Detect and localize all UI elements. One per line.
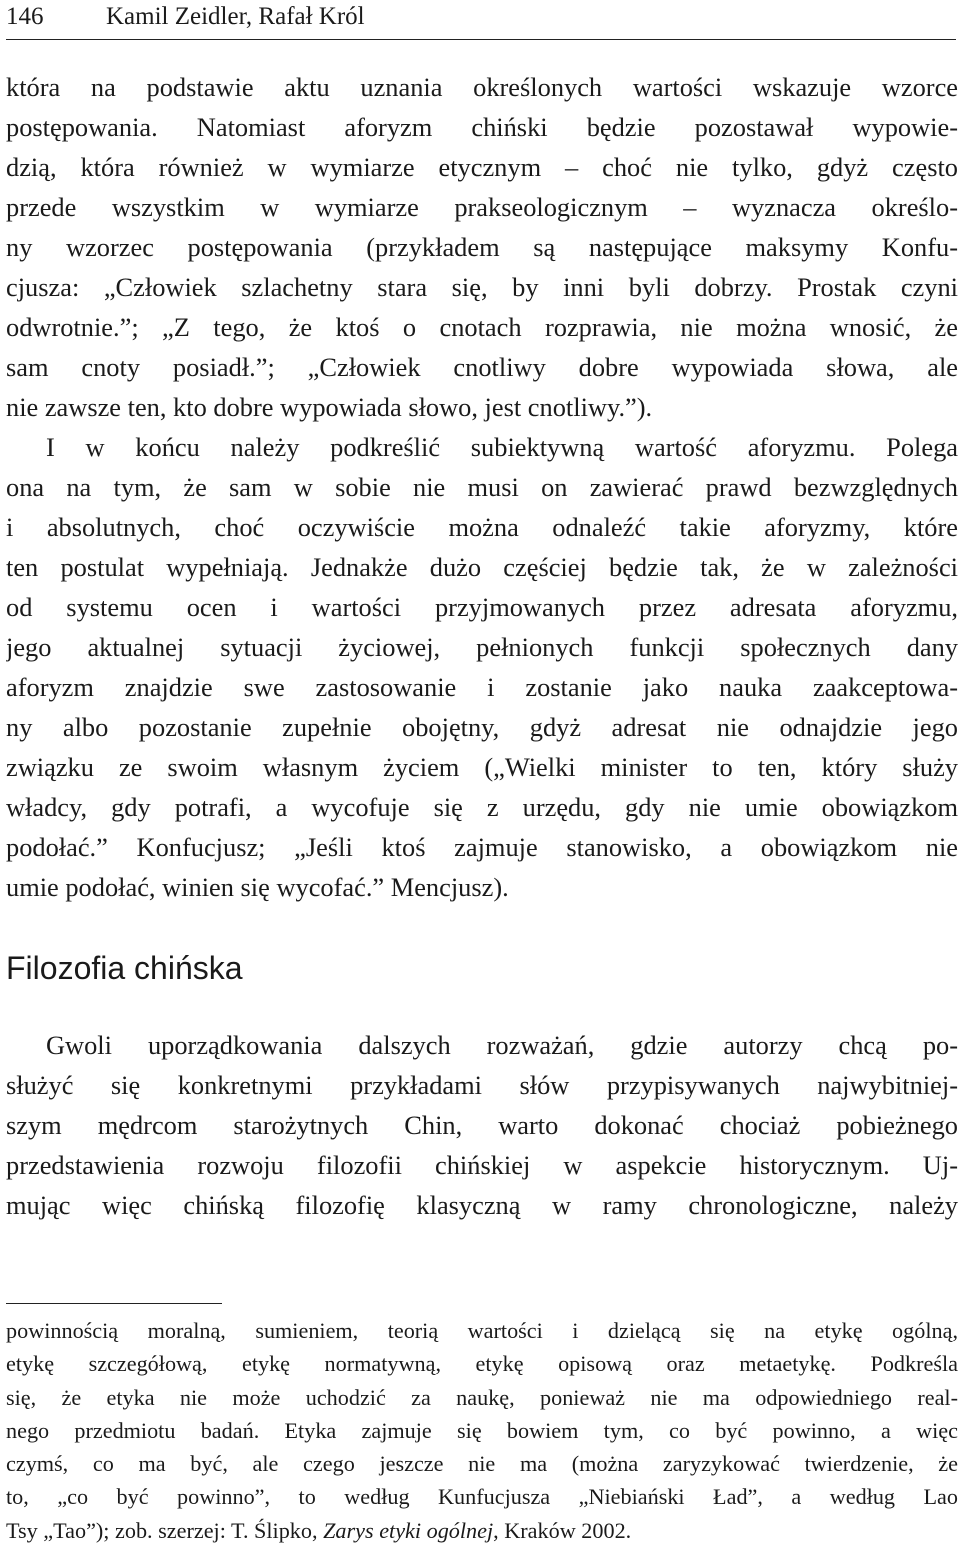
text-line: dzią, która również w wymiarze etycznym – choć nie tylko, gdyż często	[6, 152, 958, 182]
section-heading: Filozofia chińska	[6, 950, 243, 986]
text-line: cjusza: „Człowiek szlachetny stara się, by inni byli dobrzy. Prostak czyni	[6, 272, 958, 302]
text-line: mując więc chińską filozofię klasyczną w ramy chronologiczne, należy	[6, 1190, 958, 1220]
text-line: nie zawsze ten, kto dobre wypowiada słowo, jest cnotliwy.”).	[6, 392, 653, 422]
footnote	[6, 1314, 958, 1547]
paragraph-2	[6, 427, 958, 907]
text-line: władcy, gdy potrafi, a wycofuje się z urzędu, gdy nie umie obowiązkom	[6, 792, 958, 822]
footnote-line: nego przedmiotu badań. Etyka zajmuje się bowiem tym, co być powinno, a więc	[6, 1417, 958, 1443]
text-line: ny albo pozostanie zupełnie obojętny, gdyż adresat nie odnajdzie jego	[6, 712, 958, 742]
footnote-text: , Kraków 2002.	[493, 1517, 632, 1543]
text-line: szym mędrcom starożytnych Chin, warto dokonać chociaż pobieżnego	[6, 1110, 958, 1140]
text-line: postępowania. Natomiast aforyzm chiński będzie pozostawał wypowie-	[6, 112, 958, 142]
text-line: aforyzm znajdzie swe zastosowanie i zostanie jako nauka zaakceptowa-	[6, 672, 958, 702]
footnote-line: się, że etyka nie może uchodzić za naukę, ponieważ nie ma odpowiedniego real-	[6, 1384, 958, 1410]
running-header-authors: Kamil Zeidler, Rafał Król	[106, 3, 365, 30]
text-line: przedstawienia rozwoju filozofii chińskiej w aspekcie historycznym. Uj-	[6, 1150, 958, 1180]
paragraph-1	[6, 67, 958, 427]
text-line: sam cnoty posiadł.”; „Człowiek cnotliwy dobre wypowiada słowa, ale	[6, 352, 958, 382]
text-line: Gwoli uporządkowania dalszych rozważań, gdzie autorzy chcą po-	[46, 1030, 958, 1060]
text-line: I w końcu należy podkreślić subiektywną wartość aforyzmu. Polega	[46, 432, 958, 462]
footnote-line: czymś, co ma być, ale czego jeszcze nie ma (można zaryzykować twierdzenie, że	[6, 1451, 958, 1477]
text-line: podołać.” Konfucjusz; „Jeśli ktoś zajmuje stanowisko, a obowiązkom nie	[6, 832, 958, 862]
footnote-line	[6, 1514, 958, 1547]
text-line: ny wzorzec postępowania (przykładem są następujące maksymy Konfu-	[6, 232, 958, 262]
text-line: która na podstawie aktu uznania określonych wartości wskazuje wzorce	[6, 72, 958, 102]
page-number: 146	[6, 3, 44, 30]
text-line: ona na tym, że sam w sobie nie musi on zawierać prawd bezwzględnych	[6, 472, 958, 502]
text-line: ten postulat wypełniają. Jednakże dużo częściej będzie tak, że w zależności	[6, 552, 958, 582]
footnote-text: Tsy „Tao”); zob. szerzej: T. Ślipko,	[6, 1517, 324, 1543]
text-line: umie podołać, winien się wycofać.” Mencjusz).	[6, 872, 509, 902]
text-line: od systemu ocen i wartości przyjmowanych przez adresata aforyzmu,	[6, 592, 958, 622]
footnote-line: to, „co być powinno”, to według Kunfucjusza „Niebiański Ład”, a według Lao	[6, 1484, 958, 1510]
footnote-divider	[6, 1303, 222, 1304]
running-header	[6, 2, 956, 36]
text-line: służyć się konkretnymi przykładami słów przypisywanych najwybitniej-	[6, 1070, 958, 1100]
text-line: związku ze swoim własnym życiem („Wielki minister to ten, który służy	[6, 752, 958, 782]
header-divider	[6, 39, 956, 40]
text-line: odwrotnie.”; „Z tego, że ktoś o cnotach rozprawia, nie można wnosić, że	[6, 312, 958, 342]
footnote-line: etykę szczegółową, etykę normatywną, etykę opisową oraz metaetykę. Podkreśla	[6, 1351, 958, 1377]
text-line: przede wszystkim w wymiarze prakseologicznym – wyznacza określo-	[6, 192, 958, 222]
cited-book-title: Zarys etyki ogólnej	[323, 1517, 494, 1543]
section-paragraph	[6, 1025, 958, 1225]
text-line: i absolutnych, choć oczywiście można odnaleźć takie aforyzmy, które	[6, 512, 958, 542]
text-line: jego aktualnej sytuacji życiowej, pełnionych funkcji społecznych dany	[6, 632, 958, 662]
footnote-line: powinnością moralną, sumieniem, teorią wartości i dzielącą się na etykę ogólną,	[6, 1318, 958, 1343]
